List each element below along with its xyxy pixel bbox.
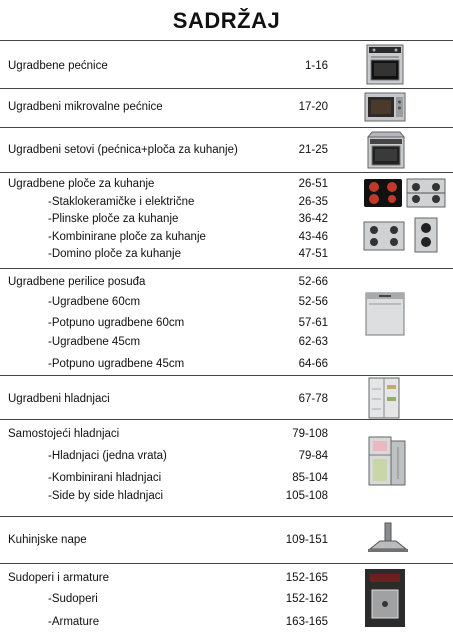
hob-icon	[363, 178, 447, 254]
subsection-label: -Hladnjaci (jedna vrata)	[48, 450, 167, 462]
divider	[0, 40, 453, 41]
subsection-pages: 62-63	[298, 336, 328, 348]
built-in-fridge-icon	[368, 377, 400, 419]
dishwasher-icon	[365, 292, 405, 336]
divider	[0, 375, 453, 376]
section-label: Samostojeći hladnjaci	[8, 428, 120, 440]
section-label: Kuhinjske nape	[8, 534, 87, 546]
section-label: Ugradbeni mikrovalne pećnice	[8, 101, 163, 113]
subsection-pages: 85-104	[292, 472, 328, 484]
subsection-pages: 79-84	[298, 450, 328, 462]
section-label: Sudoperi i armature	[8, 572, 109, 584]
divider	[0, 127, 453, 128]
subsection-label: -Armature	[48, 616, 100, 628]
section-pages: 67-78	[298, 393, 328, 405]
subsection-pages: 152-162	[285, 593, 328, 605]
subsection-label: -Kombinirani hladnjaci	[48, 472, 162, 484]
freestanding-fridge-icon	[367, 435, 407, 487]
divider	[0, 88, 453, 89]
page-title: SADRŽAJ	[172, 8, 281, 33]
subsection-label: -Ugradbene 45cm	[48, 336, 141, 348]
section-pages: 79-108	[292, 428, 328, 440]
subsection-pages: 64-66	[298, 358, 328, 370]
divider	[0, 563, 453, 564]
divider	[0, 516, 453, 517]
section-label: Ugradbene ploče za kuhanje	[8, 178, 155, 190]
section-label: Ugradbene pećnice	[8, 60, 108, 72]
subsection-label: -Potpuno ugradbene 60cm	[48, 317, 185, 329]
section-pages: 152-165	[285, 572, 328, 584]
subsection-label: -Domino ploče za kuhanje	[48, 248, 181, 260]
section-pages: 26-51	[298, 178, 328, 190]
divider	[0, 172, 453, 173]
subsection-label: -Ugradbene 60cm	[48, 296, 141, 308]
sink-icon	[364, 568, 406, 628]
cooker-hood-icon	[366, 522, 410, 554]
subsection-label: -Plinske ploče za kuhanje	[48, 213, 179, 225]
divider	[0, 419, 453, 420]
subsection-pages: 47-51	[298, 248, 328, 260]
section-pages: 52-66	[298, 276, 328, 288]
section-label: Ugradbeni setovi (pećnica+ploča za kuhanje)	[8, 144, 238, 156]
subsection-label: -Side by side hladnjaci	[48, 490, 164, 502]
divider	[0, 268, 453, 269]
subsection-pages: 163-165	[285, 616, 328, 628]
subsection-pages: 57-61	[298, 317, 328, 329]
section-label: Ugradbeni hladnjaci	[8, 393, 110, 405]
section-pages: 17-20	[298, 101, 328, 113]
subsection-pages: 43-46	[298, 231, 328, 243]
subsection-label: -Kombinirane ploče za kuhanje	[48, 231, 206, 243]
subsection-label: -Staklokeramičke i električne	[48, 196, 195, 208]
subsection-pages: 105-108	[285, 490, 328, 502]
oven-set-icon	[366, 131, 406, 169]
built-in-oven-icon	[366, 44, 404, 85]
section-pages: 1-16	[304, 60, 328, 72]
subsection-pages: 26-35	[298, 196, 328, 208]
section-pages: 109-151	[285, 534, 328, 546]
section-pages: 21-25	[298, 144, 328, 156]
microwave-icon	[364, 92, 406, 122]
subsection-pages: 36-42	[298, 213, 328, 225]
section-label: Ugradbene perilice posuđa	[8, 276, 146, 288]
subsection-label: -Potpuno ugradbene 45cm	[48, 358, 185, 370]
subsection-label: -Sudoperi	[48, 593, 98, 605]
subsection-pages: 52-56	[298, 296, 328, 308]
